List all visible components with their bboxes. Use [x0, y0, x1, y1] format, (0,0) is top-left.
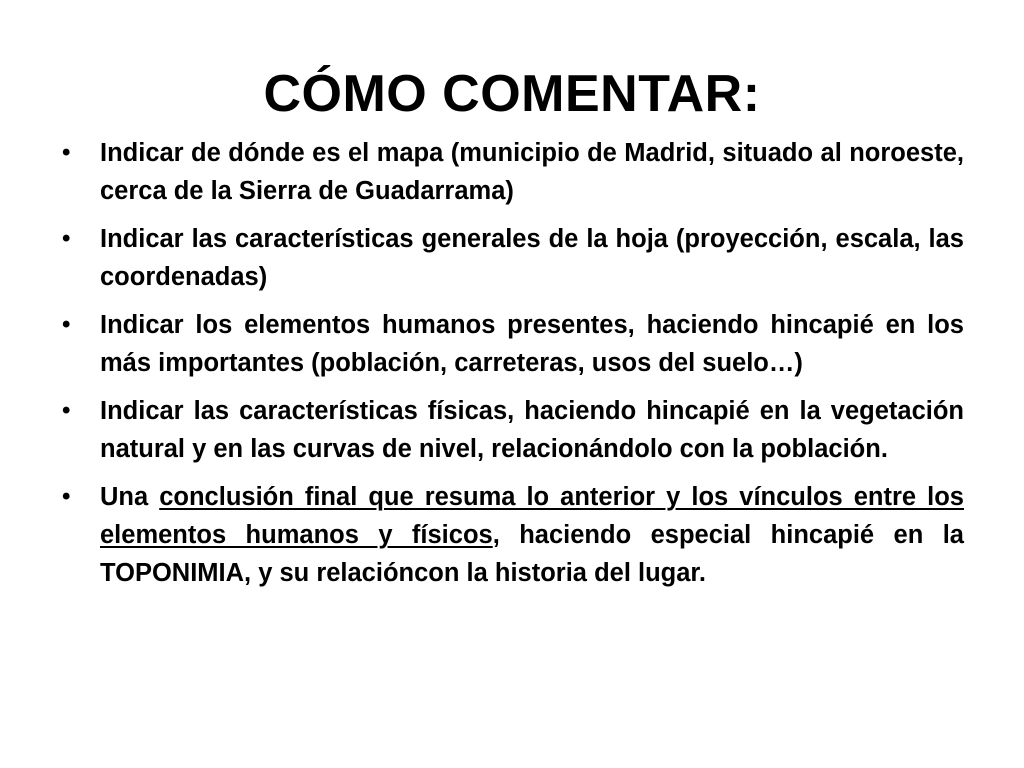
bullet-text: Indicar las características generales de la hoja (proyección, escala, las coordenadas) [100, 225, 964, 291]
bullet-dot-icon: • [62, 397, 71, 424]
bullet-item [60, 306, 964, 382]
bullet-item [60, 478, 964, 592]
bullet-text: Indicar de dónde es el mapa (municipio de Madrid, situado al noroeste, cerca de la Sierra de Guadarrama) [100, 139, 964, 205]
bullet-text: Indicar los elementos humanos presentes, haciendo hincapié en los más importantes (población, carreteras, usos del suelo…) [100, 311, 964, 377]
bullet-text-pre: Una [100, 483, 160, 511]
bullet-dot-icon: • [62, 139, 71, 166]
bullet-item [60, 392, 964, 468]
bullet-dot-icon: • [62, 483, 71, 510]
bullet-item [60, 134, 964, 210]
slide-title: CÓMO COMENTAR: [263, 65, 761, 123]
bullet-text: Indicar las características físicas, haciendo hincapié en la vegetación natural y en las curvas de nivel, relacionándolo con la población. [100, 397, 964, 463]
bullet-dot-icon: • [62, 311, 71, 338]
bullet-item [60, 220, 964, 296]
bullet-list [60, 134, 964, 602]
bullet-dot-icon: • [62, 225, 71, 252]
bullet-text-underlined: conclusión final que resuma lo anterior y los vínculos entre los elementos humanos y físicos [100, 483, 964, 549]
bullet-text-post: , haciendo especial hincapié en la TOPONIMIA, y su relacióncon la historia del lugar. [100, 521, 964, 587]
